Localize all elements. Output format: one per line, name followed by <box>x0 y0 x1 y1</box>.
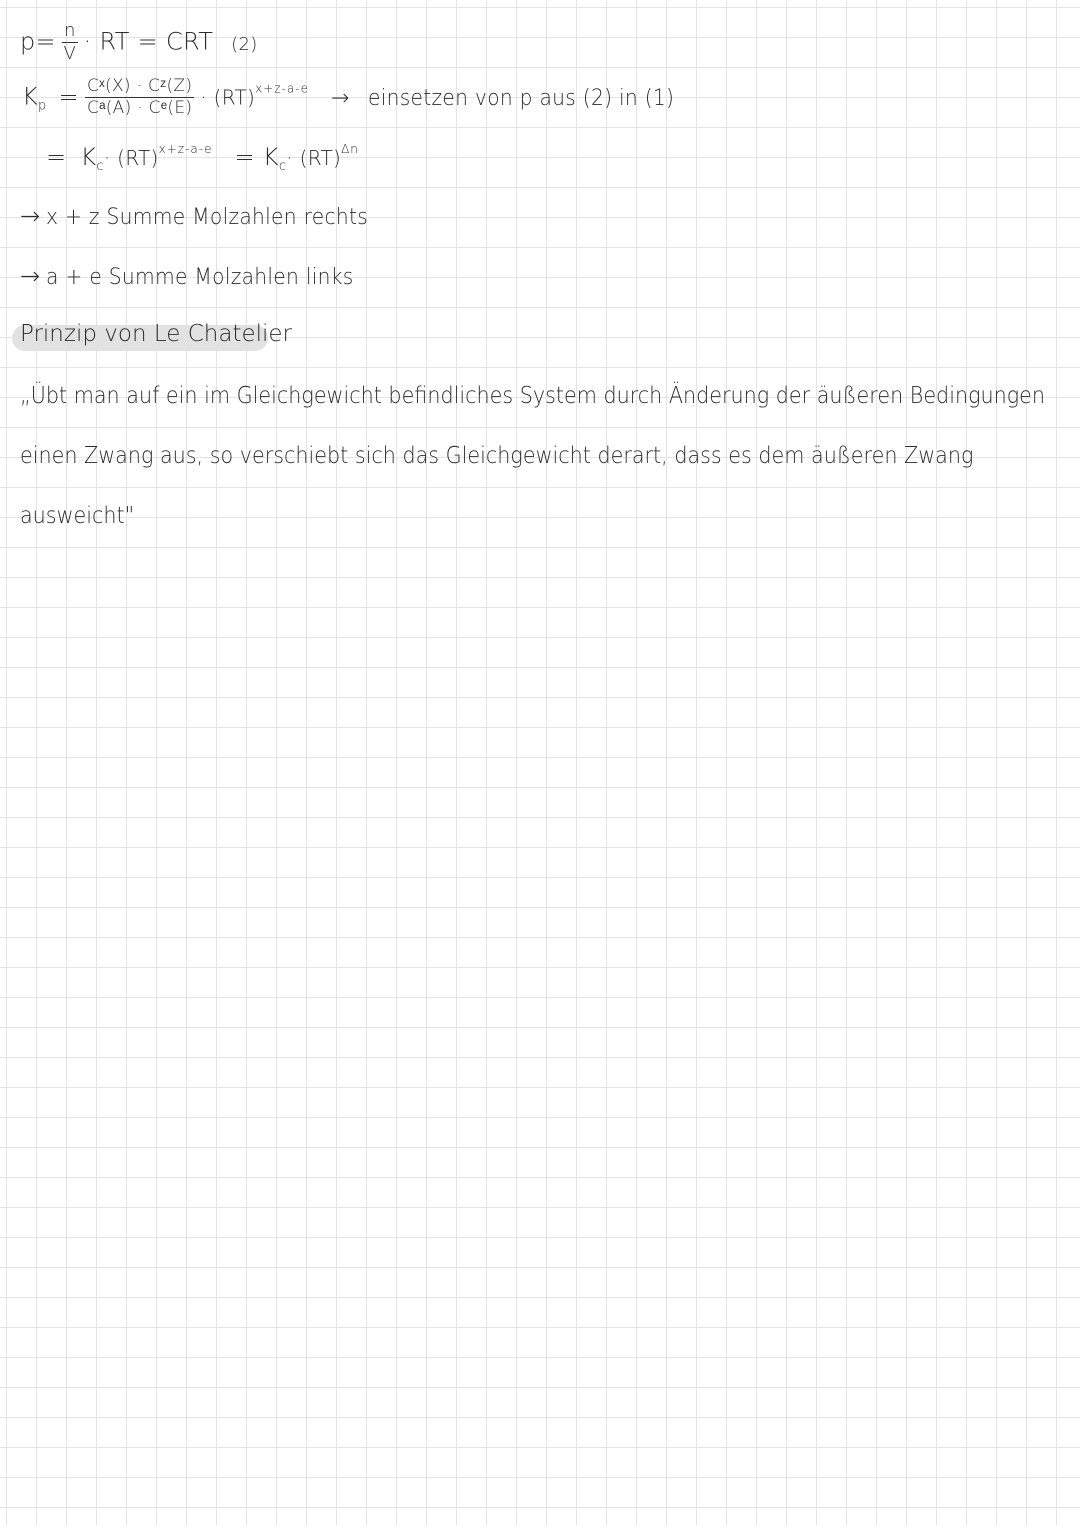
eq3-equals-k2: = K <box>234 143 279 171</box>
arrow-note-right <box>20 202 396 230</box>
eq2-comment: einsetzen von p aus (2) in (1) <box>367 85 674 111</box>
eq2-exponent: x+z-a-e <box>255 81 309 96</box>
eq2-arrow-icon: → <box>330 85 350 111</box>
eq2-k-subscript: p <box>38 98 47 114</box>
eq1-lhs: p= <box>20 27 56 56</box>
eq2-numerator: Cˣ(X) · Cᶻ(Z) <box>86 76 193 96</box>
eq1-rest: · RT = CRT <box>83 27 214 56</box>
eq3-k2-subscript: c <box>278 159 287 174</box>
arrow-note-right-text: x + z Summe Molzahlen rechts <box>46 205 369 230</box>
eq3-k: K <box>80 143 97 171</box>
eq2-mid: · (RT) <box>200 85 256 110</box>
eq3-mid: · (RT) <box>103 146 159 170</box>
eq3-k-subscript: c <box>96 159 104 174</box>
quote-line-2: einen Zwang aus, so verschiebt sich das Gleichgewicht derart, dass es dem äußeren Zwang <box>20 443 974 469</box>
quote-line-3: ausweicht" <box>20 503 135 529</box>
quote-line-1: „Übt man auf ein im Gleichgewicht befindliches System durch Änderung der äußeren Bedingungen <box>20 383 1046 409</box>
eq1-label: (2) <box>231 33 258 55</box>
eq1-denominator: V <box>63 43 77 64</box>
eq2-fraction <box>85 78 194 117</box>
eq2-equals: = <box>58 82 79 111</box>
eq3-exponent2: Δn <box>341 142 359 156</box>
arrow-right-icon: → <box>20 202 41 230</box>
heading-le-chatelier: Prinzip von Le Chatelier <box>20 321 292 347</box>
eq2-k: K <box>22 82 39 111</box>
eq1-fraction <box>62 22 78 63</box>
equation-ideal-gas <box>20 22 258 63</box>
arrow-note-left-text: a + e Summe Molzahlen links <box>46 265 354 290</box>
eq3-mid2: · (RT) <box>286 146 342 170</box>
equation-kc <box>46 142 359 174</box>
arrow-right-icon: → <box>20 262 41 290</box>
arrow-note-left <box>20 262 381 290</box>
eq2-denominator: Cᵃ(A) · Cᵉ(E) <box>86 98 193 118</box>
eq3-exponent: x+z-a-e <box>158 142 213 156</box>
equation-kp <box>22 78 700 117</box>
eq1-numerator: n <box>63 20 76 41</box>
eq3-equals: = <box>46 143 67 171</box>
